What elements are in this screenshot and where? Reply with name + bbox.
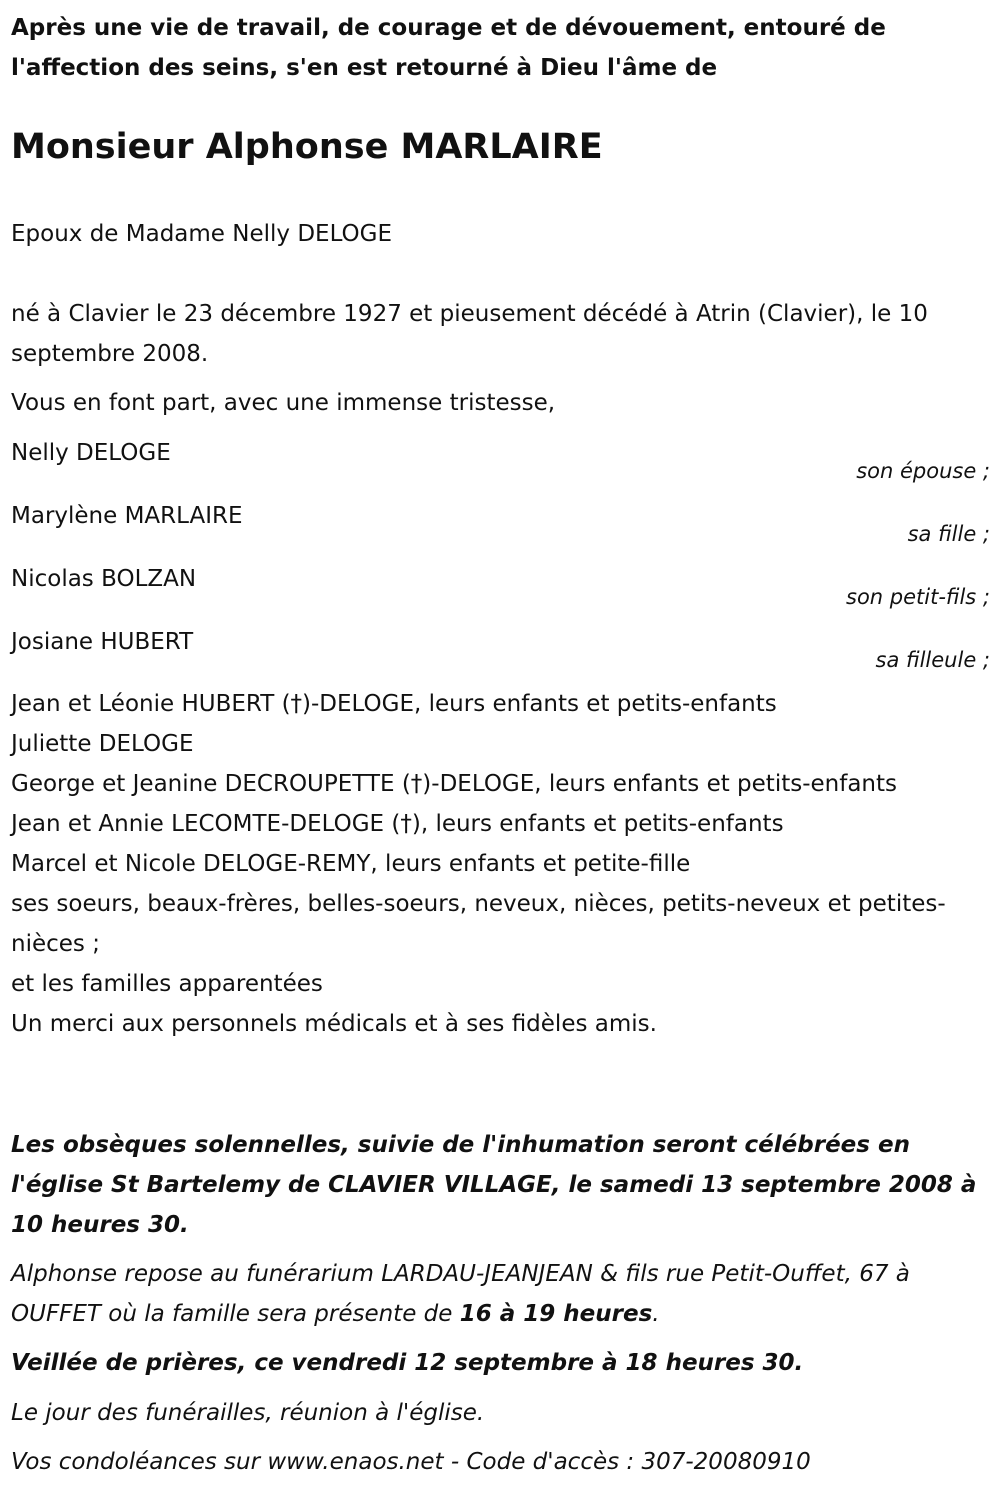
- deceased-name: Monsieur Alphonse MARLAIRE: [11, 127, 603, 167]
- relative-name: Marylène MARLAIRE: [11, 503, 243, 529]
- relative-row: [11, 559, 990, 622]
- visiting-hours: 16 à 19 heures: [459, 1301, 653, 1327]
- relative-name: Nelly DELOGE: [11, 440, 171, 466]
- intro-text: Après une vie de travail, de courage et de dévouement, entouré de l'affection des seins, s'en est retourné à Dieu l'âme de: [11, 15, 886, 81]
- family-line: George et Jeanine DECROUPETTE (†)-DELOGE, leurs enfants et petits-enfants: [11, 771, 898, 797]
- relative-name: Nicolas BOLZAN: [11, 566, 197, 592]
- relative-role: son petit-fils ;: [846, 585, 990, 609]
- relative-role: sa fille ;: [907, 522, 990, 546]
- relative-row: [11, 433, 990, 496]
- spouse-line: Epoux de Madame Nelly DELOGE: [11, 221, 393, 247]
- reunion-text: Le jour des funérailles, réunion à l'église.: [11, 1400, 485, 1426]
- announcement-text: Vous en font part, avec une immense tristesse,: [11, 390, 556, 416]
- condolences-text: Vos condoléances sur www.enaos.net - Code d'accès : 307-20080910: [11, 1449, 811, 1475]
- funerarium-text-before: Alphonse repose au funérarium LARDAU-JEANJEAN & fils rue Petit-Ouffet, 67 à OUFFET où la famille sera présente de: [11, 1261, 910, 1327]
- family-line: et les familles apparentées: [11, 971, 323, 997]
- thanks-line: Un merci aux personnels médicals et à ses fidèles amis.: [11, 1011, 657, 1037]
- relative-row: [11, 496, 990, 559]
- relative-role: sa filleule ;: [875, 648, 990, 672]
- family-line: ses soeurs, beaux-frères, belles-soeurs, neveux, nièces, petits-neveux et petites-nièces ;: [11, 891, 946, 957]
- relative-row: [11, 622, 990, 685]
- birth-death-text: né à Clavier le 23 décembre 1927 et pieusement décédé à Atrin (Clavier), le 10 septembre 2008.: [11, 301, 928, 367]
- family-line: Juliette DELOGE: [11, 731, 194, 757]
- family-line: Marcel et Nicole DELOGE-REMY, leurs enfants et petite-fille: [11, 851, 691, 877]
- funerarium-text-after: .: [652, 1301, 660, 1327]
- relative-name: Josiane HUBERT: [11, 629, 194, 655]
- relative-role: son épouse ;: [856, 459, 990, 483]
- family-list: [11, 684, 976, 1044]
- family-line: Jean et Léonie HUBERT (†)-DELOGE, leurs enfants et petits-enfants: [11, 691, 777, 717]
- ceremony-text: Les obsèques solennelles, suivie de l'inhumation seront célébrées en l'église St Bartelemy de CLAVIER VILLAGE, le samedi 13 septembre 2008 à 10 heures 30.: [11, 1132, 977, 1238]
- vigil-text: Veillée de prières, ce vendredi 12 septembre à 18 heures 30.: [11, 1350, 804, 1376]
- family-line: Jean et Annie LECOMTE-DELOGE (†), leurs enfants et petits-enfants: [11, 811, 784, 837]
- funerarium-text: [11, 1254, 990, 1334]
